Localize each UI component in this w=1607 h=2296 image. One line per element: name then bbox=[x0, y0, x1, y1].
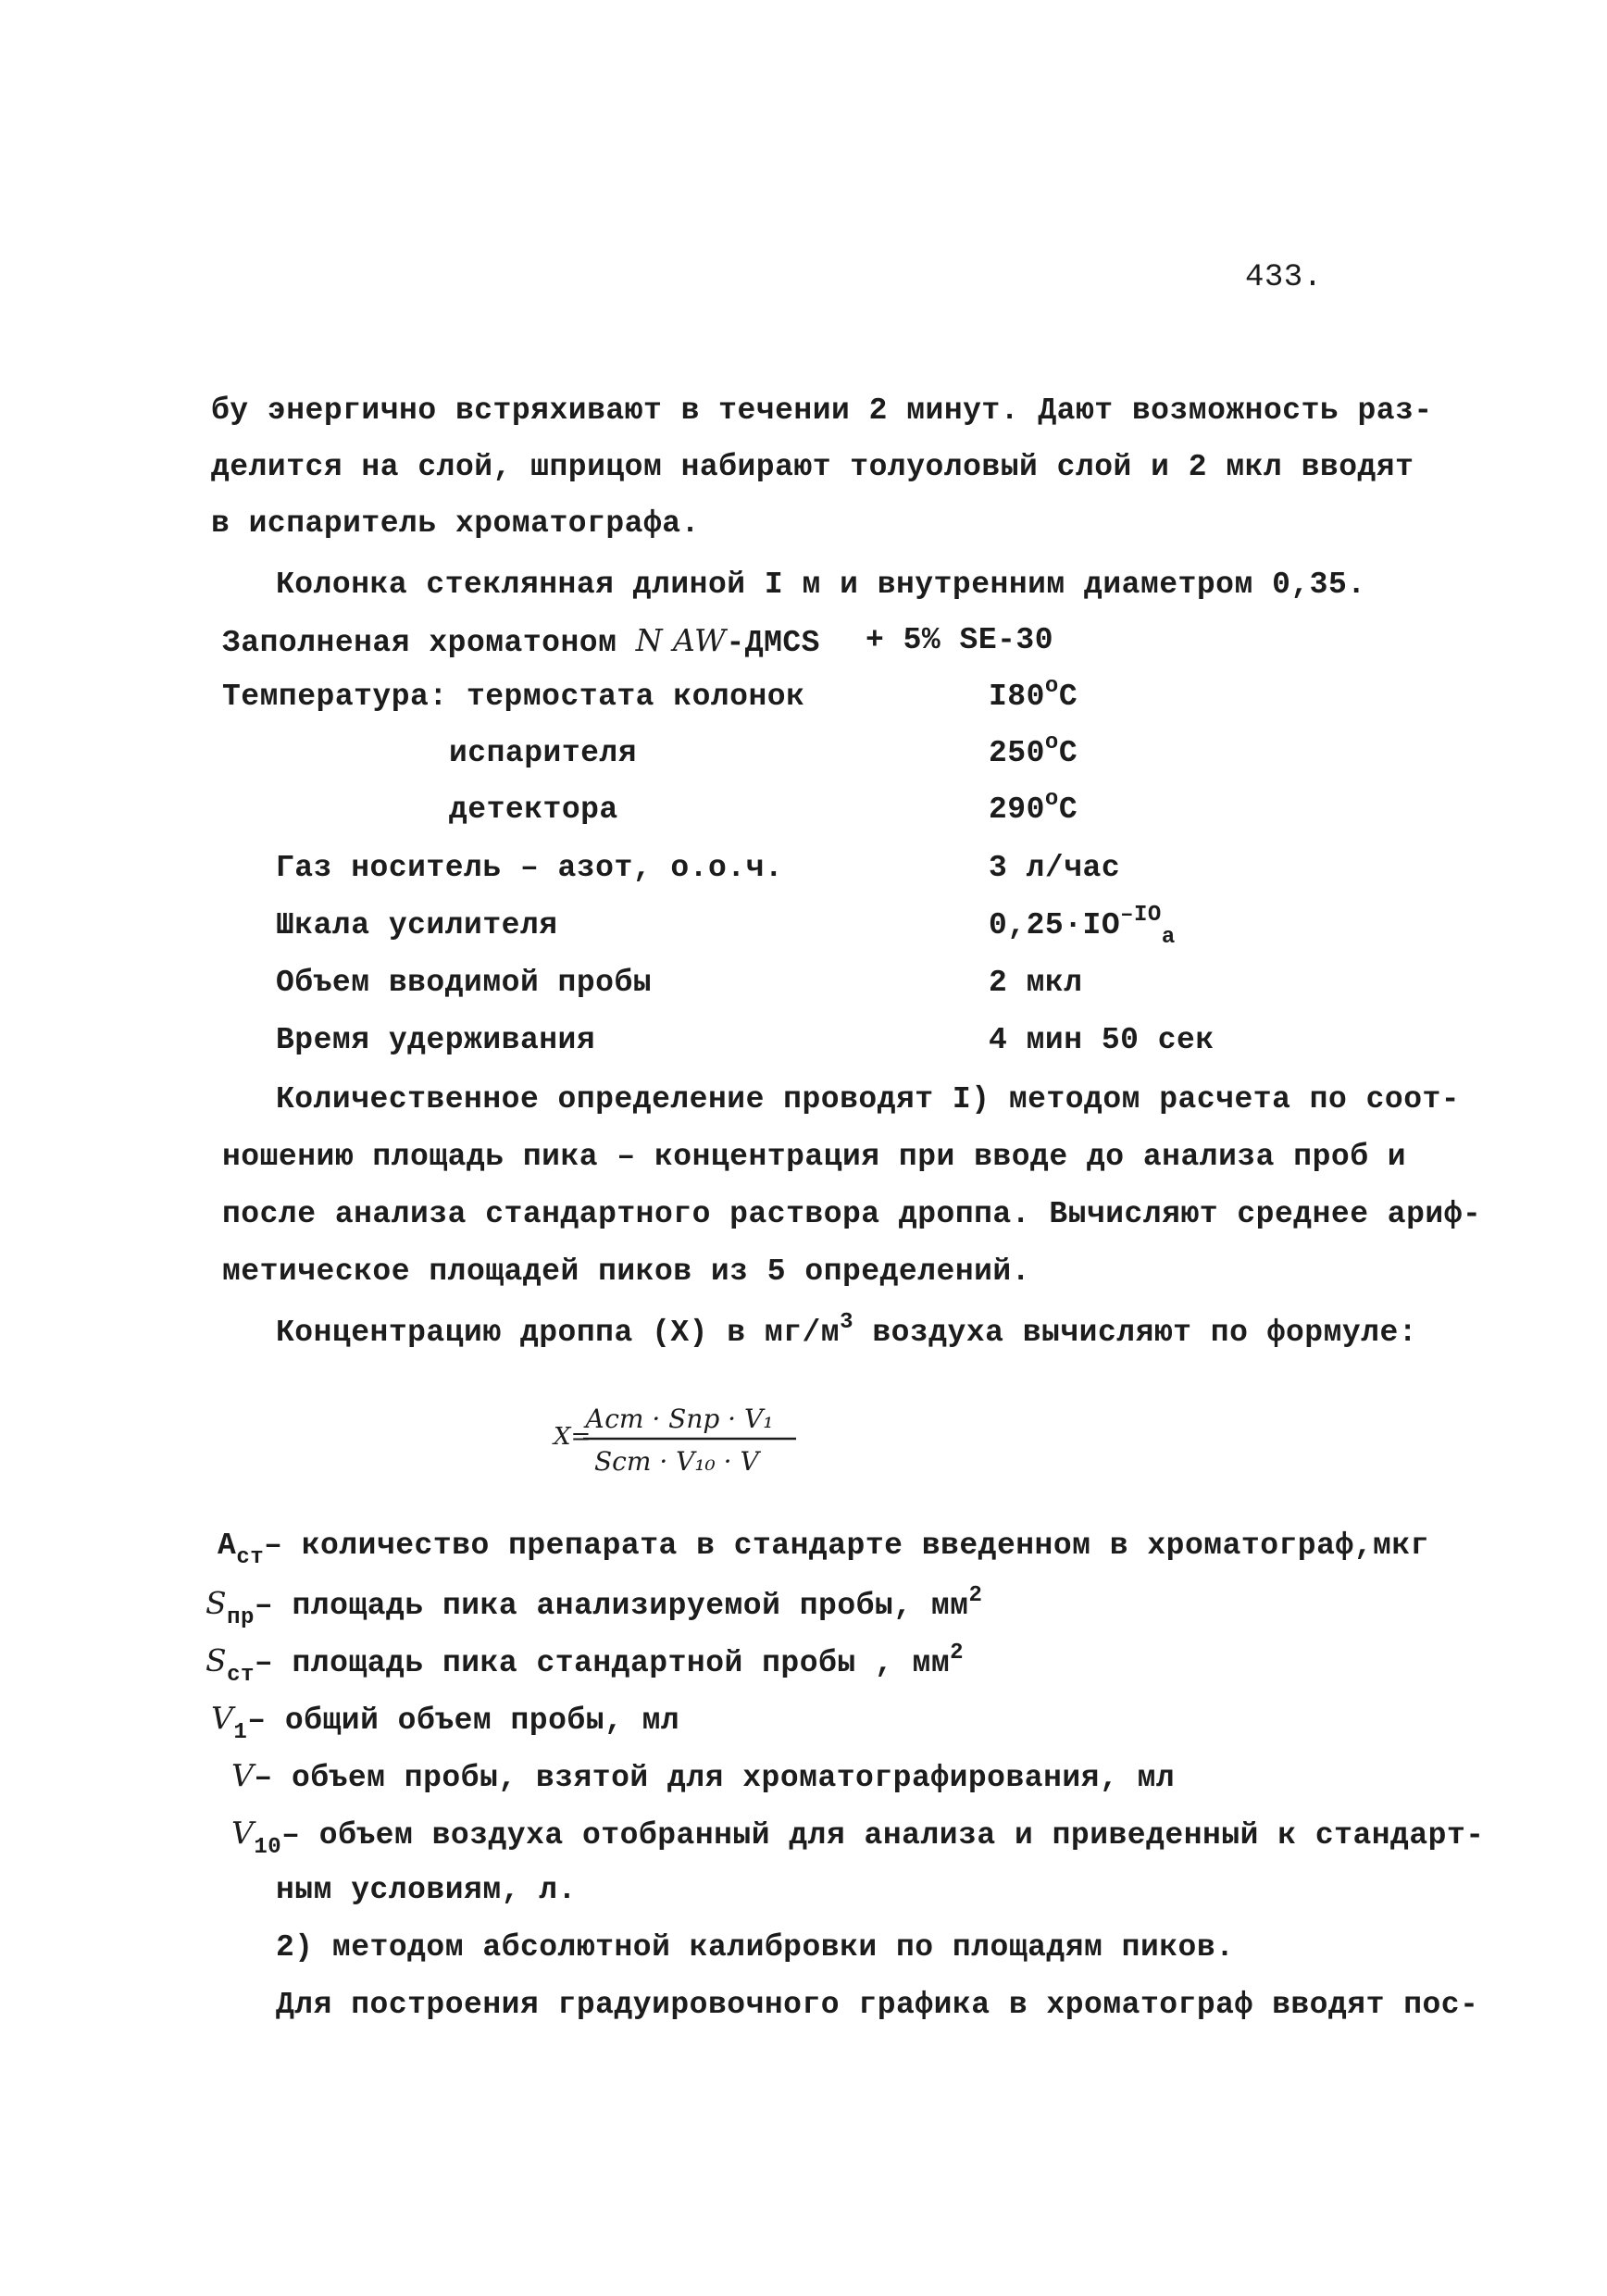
param-label: Газ носитель – азот, о.о.ч. bbox=[276, 851, 784, 885]
param-label: испарителя bbox=[449, 736, 638, 770]
param-label: Температура: термостата колонок bbox=[222, 680, 805, 714]
legend-item: $S_{пр}-$ площадь пика анализируемой пробы, $мм^2$ bbox=[206, 1583, 983, 1630]
paragraph-line: Для построения градуировочного графика в хроматограф вводят пос- bbox=[276, 1988, 1479, 2022]
paragraph-line: метическое площадей пиков из 5 определений. bbox=[222, 1254, 1031, 1289]
method-two: 2) методом абсолютной калибровки по площадям пиков. bbox=[276, 1930, 1235, 1965]
phase-handwritten: N AW bbox=[635, 622, 727, 658]
legend-item: $V_{10}-$ объем воздуха отобранный для анализа и приведенный к стандарт- bbox=[231, 1815, 1485, 1860]
param-label: Время удерживания bbox=[276, 1023, 596, 1057]
paragraph-line: Количественное определение проводят I) методом расчета по соот- bbox=[276, 1082, 1461, 1117]
page-number: 433. bbox=[1245, 260, 1323, 295]
param-label: Объем вводимой пробы bbox=[276, 966, 653, 1000]
param-label: Шкала усилителя bbox=[276, 908, 558, 942]
legend-item: $А_{ст}-$ количество препарата в стандарте введенном в хроматограф,мкг bbox=[218, 1529, 1429, 1570]
filling-line bbox=[222, 622, 820, 662]
paragraph-line: бу энергично встряхивают в течении 2 минут. Дают возможность раз- bbox=[211, 393, 1433, 428]
param-value: 2 мкл bbox=[989, 966, 1083, 1000]
param-value: 290$^o$C bbox=[989, 787, 1078, 827]
additive: + 5% SE-30 bbox=[866, 623, 1054, 657]
concentration-line: Концентрацию дроппа (X) в $мг/м^3$ воздуха вычисляют по формуле: bbox=[276, 1310, 1418, 1350]
phase-suffix: -ДМСS bbox=[726, 626, 820, 660]
legend-item: V– объем пробы, взятой для хроматографирования, мл bbox=[231, 1757, 1176, 1795]
filling-prefix: Заполненая хроматоном bbox=[222, 626, 617, 660]
param-value: I80$^o$C bbox=[989, 674, 1078, 714]
paragraph-line: после анализа стандартного раствора дроппа. Вычисляют среднее ариф- bbox=[222, 1197, 1482, 1231]
paragraph-line: в испаритель хроматографа. bbox=[211, 506, 700, 541]
formula-lhs: X= bbox=[554, 1423, 592, 1451]
param-value: $0,25\cdot IO^{-IO}_a$ bbox=[989, 903, 1176, 950]
param-value: 3 л/час bbox=[989, 851, 1121, 885]
param-value: 250$^o$C bbox=[989, 730, 1078, 770]
legend-item: $V_1-$ общий объем пробы, мл bbox=[211, 1700, 680, 1745]
legend-continuation: ным условиям, л. bbox=[276, 1873, 577, 1907]
column-description: Колонка стеклянная длиной I м и внутренним диаметром 0,35. bbox=[276, 568, 1366, 602]
formula-denominator: Sст · V₁₀ · V bbox=[594, 1446, 759, 1477]
param-value: 4 мин 50 сек bbox=[989, 1023, 1215, 1057]
param-label: детектора bbox=[449, 792, 618, 827]
formula-numerator: Аст · Sпр · V₁ bbox=[585, 1404, 774, 1434]
paragraph-line: ношению площадь пика – концентрация при вводе до анализа проб и bbox=[222, 1140, 1407, 1174]
formula bbox=[518, 1379, 815, 1491]
legend-item: $S_{ст}-$ площадь пика стандартной пробы , $мм^2$ bbox=[206, 1641, 965, 1688]
paragraph-line: делится на слой, шприцом набирают толуоловый слой и 2 мкл вводят bbox=[211, 450, 1414, 484]
